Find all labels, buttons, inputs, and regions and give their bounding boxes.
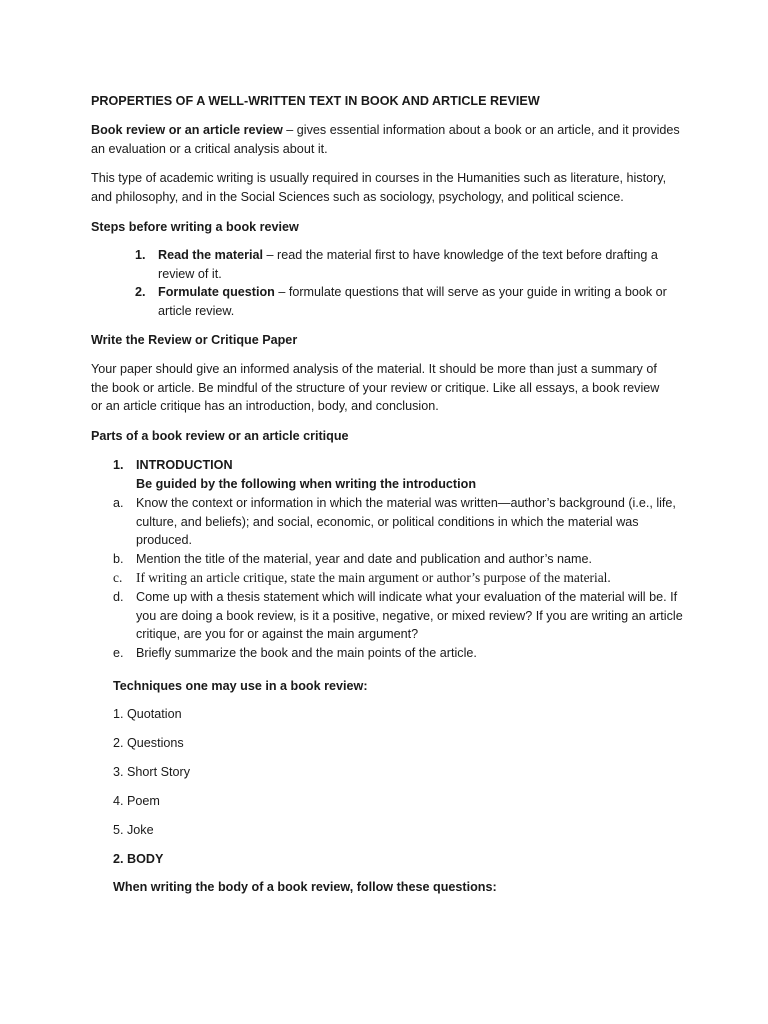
write-heading: Write the Review or Critique Paper [91,333,298,347]
usage-paragraph: This type of academic writing is usually required in courses in the Humanities such as literature, history, and philosophy, and in the Social Sciences such as sociology, psychology, and political science. [91,171,667,204]
write-paragraph: Your paper should give an informed analysis of the material. It should be more than just a summary of the book or article. Be mindful of the structure of your review or critique. Like all essays, a book review or an article critique has an introduction, body, and conclusion. [91,362,660,413]
technique-item-4: 4. Poem [113,794,160,808]
step-item-1 [135,246,675,283]
step-number: 1. [135,248,146,262]
parts-heading: Parts of a book review or an article critique [91,429,349,443]
techniques-heading: Techniques one may use in a book review: [113,679,368,693]
step-text: – read the material first to have knowledge of the text before drafting a review of it. [158,248,658,281]
definition-term: Book review or an article review [91,123,283,137]
step-number: 2. [135,285,146,299]
intro-item-e [113,644,683,663]
introduction-guide: Be guided by the following when writing the introduction [136,477,477,491]
item-text: Come up with a thesis statement which will indicate what your evaluation of the material will be. If you are doing a book review, is it a positive, negative, or mixed review? If you are writing an article critique, are you for or against the main argument? [136,590,683,641]
definition-paragraph [91,121,691,158]
steps-list [135,246,675,320]
step-term: Read the material [158,248,263,262]
introduction-label: INTRODUCTION [136,458,233,472]
technique-item-1: 1. Quotation [113,707,182,721]
item-text: Mention the title of the material, year and date and publication and author’s name. [136,551,593,566]
introduction-items [113,494,683,662]
item-letter: a. [113,496,124,510]
body-question: When writing the body of a book review, follow these questions: [113,880,497,894]
step-term: Formulate question [158,285,275,299]
body-heading: 2. BODY [113,852,164,866]
item-letter: e. [113,645,124,660]
intro-item-d [113,588,683,644]
item-text: Briefly summarize the book and the main points of the article. [136,645,477,660]
item-letter: d. [113,590,124,604]
intro-item-c [113,568,683,588]
definition-text: – gives essential information about a book or an article, and it provides an evaluation or a critical analysis about it. [91,123,680,156]
step-item-2 [135,283,675,320]
item-letter: b. [113,551,124,566]
technique-item-5: 5. Joke [113,823,154,837]
item-text: If writing an article critique, state the main argument or author’s purpose of the material. [136,570,611,585]
document-title: PROPERTIES OF A WELL-WRITTEN TEXT IN BOOK AND ARTICLE REVIEW [91,94,540,108]
intro-item-a [113,494,683,550]
introduction-number: 1. [113,458,124,472]
step-text: – formulate questions that will serve as your guide in writing a book or article review. [158,285,667,318]
item-text: Know the context or information in which the material was written—author’s background (i.e., life, culture, and beliefs); and social, economic, or political conditions in which the material was produced. [136,496,676,547]
item-letter: c. [113,570,123,585]
technique-item-3: 3. Short Story [113,765,190,779]
intro-item-b [113,550,683,569]
steps-heading: Steps before writing a book review [91,220,299,234]
technique-item-2: 2. Questions [113,736,184,750]
